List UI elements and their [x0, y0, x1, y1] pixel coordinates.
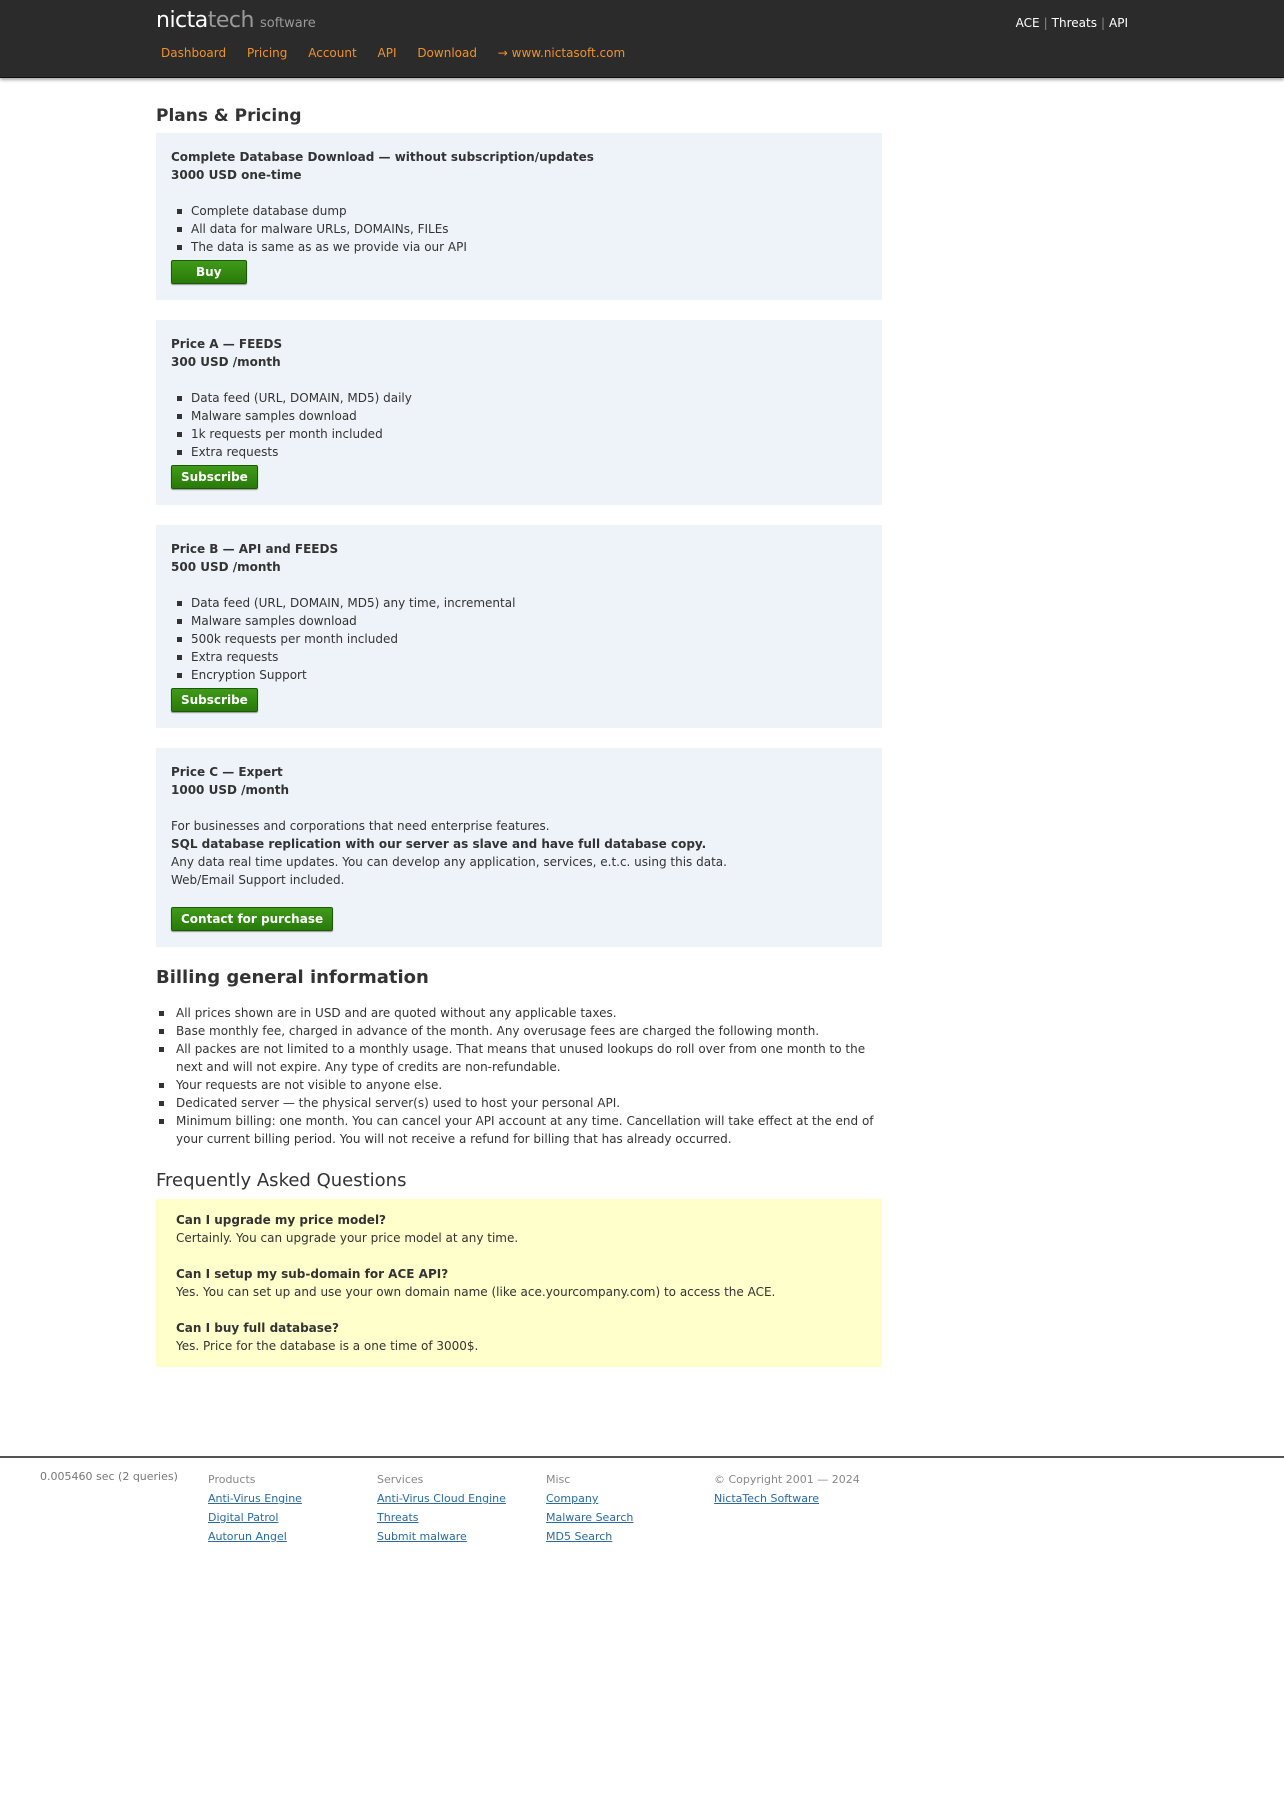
footer-misc	[546, 1470, 633, 1546]
footer-heading: Misc	[546, 1473, 571, 1486]
plan-database-download	[156, 133, 882, 300]
contact-purchase-button[interactable]: Contact for purchase	[171, 907, 333, 931]
plan-title: Price B — API and FEEDS	[171, 542, 339, 556]
faq-title: Frequently Asked Questions	[156, 1170, 407, 1191]
nav-dashboard[interactable]: Dashboard	[161, 46, 227, 60]
footer-link-submit-malware[interactable]: Submit malware	[377, 1530, 467, 1543]
list-item: Encryption Support	[177, 666, 867, 684]
faq-answer: Yes. You can set up and use your own domain name (like ace.yourcompany.com) to access the ACE.	[176, 1285, 776, 1299]
page-timing: 0.005460 sec (2 queries)	[40, 1470, 178, 1483]
plan-description: Any data real time updates. You can develop any application, services, e.t.c. using this data.	[171, 855, 727, 869]
footer-link-antivirus-engine[interactable]: Anti-Virus Engine	[208, 1492, 302, 1505]
top-link-api[interactable]: API	[1109, 16, 1128, 30]
list-item: Base monthly fee, charged in advance of the month. Any overusage fees are charged the following month.	[159, 1022, 882, 1040]
list-item: Data feed (URL, DOMAIN, MD5) daily	[177, 389, 867, 407]
top-link-threats[interactable]: Threats	[1051, 16, 1097, 30]
buy-button[interactable]: Buy	[171, 260, 247, 284]
list-item: Malware samples download	[177, 407, 867, 425]
list-item: Extra requests	[177, 648, 867, 666]
footer-link-malware-search[interactable]: Malware Search	[546, 1511, 634, 1524]
plan-price-a	[156, 320, 882, 505]
footer	[0, 1456, 1284, 1543]
footer-link-company[interactable]: Company	[546, 1492, 599, 1505]
logo-tech: tech	[207, 8, 254, 33]
copyright-text: © Copyright 2001 — 2024	[714, 1473, 860, 1486]
subscribe-b-button[interactable]: Subscribe	[171, 688, 258, 712]
footer-link-nictatech[interactable]: NictaTech Software	[714, 1492, 820, 1505]
footer-link-threats[interactable]: Threats	[377, 1511, 419, 1524]
plan-price: 3000 USD one-time	[171, 168, 302, 182]
plan-price: 300 USD /month	[171, 355, 281, 369]
footer-link-cloud-engine[interactable]: Anti-Virus Cloud Engine	[377, 1492, 506, 1505]
logo-software: software	[259, 16, 316, 31]
logo[interactable]	[156, 8, 316, 33]
top-bar	[0, 0, 1284, 78]
main-content	[156, 106, 882, 1367]
faq-answer: Certainly. You can upgrade your price model at any time.	[176, 1231, 519, 1245]
plan-title: Price A — FEEDS	[171, 337, 283, 351]
faq-question: Can I buy full database?	[176, 1321, 340, 1335]
footer-link-autorun-angel[interactable]: Autorun Angel	[208, 1530, 287, 1543]
separator: |	[1100, 16, 1106, 30]
plan-price-c	[156, 748, 882, 947]
nav-nictasoft-site[interactable]: → www.nictasoft.com	[497, 46, 626, 60]
plan-features	[177, 594, 867, 684]
footer-copyright	[714, 1470, 860, 1508]
billing-list	[159, 1004, 882, 1148]
main-nav	[161, 46, 642, 60]
plan-description: Web/Email Support included.	[171, 873, 345, 887]
plan-description: For businesses and corporations that need enterprise features.	[171, 819, 550, 833]
top-links	[1016, 16, 1128, 30]
subscribe-a-button[interactable]: Subscribe	[171, 465, 258, 489]
top-link-ace[interactable]: ACE	[1015, 16, 1040, 30]
nav-pricing[interactable]: Pricing	[246, 46, 288, 60]
plan-title: Complete Database Download — without subscription/updates	[171, 150, 594, 164]
list-item: 1k requests per month included	[177, 425, 867, 443]
page-title: Plans & Pricing	[156, 106, 302, 126]
plan-title: Price C — Expert	[171, 765, 283, 779]
footer-services	[377, 1470, 506, 1546]
footer-link-digital-patrol[interactable]: Digital Patrol	[208, 1511, 279, 1524]
nav-api[interactable]: API	[377, 46, 397, 60]
logo-nicta: nicta	[156, 8, 208, 33]
plan-features	[177, 389, 867, 461]
plan-price: 500 USD /month	[171, 560, 281, 574]
separator: |	[1043, 16, 1048, 30]
list-item: Complete database dump	[177, 202, 867, 220]
list-item: Extra requests	[177, 443, 867, 461]
list-item: Data feed (URL, DOMAIN, MD5) any time, incremental	[177, 594, 867, 612]
list-item: 500k requests per month included	[177, 630, 867, 648]
list-item: All data for malware URLs, DOMAINs, FILEs	[177, 220, 867, 238]
list-item: Minimum billing: one month. You can cancel your API account at any time. Cancellation will take effect at the end of your current billing period. You will not receive a refund for billing that has already occurred.	[159, 1112, 882, 1148]
list-item: All packes are not limited to a monthly usage. That means that unused lookups do roll over from one month to the next and will not expire. Any type of credits are non-refundable.	[159, 1040, 882, 1076]
billing-title: Billing general information	[156, 967, 429, 988]
nav-download[interactable]: Download	[417, 46, 477, 60]
faq-question: Can I upgrade my price model?	[176, 1213, 387, 1227]
list-item: Dedicated server — the physical server(s) used to host your personal API.	[159, 1094, 882, 1112]
plan-price-b	[156, 525, 882, 728]
faq-answer: Yes. Price for the database is a one time of 3000$.	[176, 1339, 479, 1353]
plan-price: 1000 USD /month	[171, 783, 290, 797]
plan-description-bold: SQL database replication with our server as slave and have full database copy.	[171, 837, 707, 851]
footer-heading: Services	[377, 1473, 424, 1486]
footer-heading: Products	[208, 1473, 256, 1486]
plan-features	[177, 202, 867, 256]
faq-question: Can I setup my sub-domain for ACE API?	[176, 1267, 449, 1281]
list-item: The data is same as as we provide via our API	[177, 238, 867, 256]
list-item: All prices shown are in USD and are quoted without any applicable taxes.	[159, 1004, 882, 1022]
billing-info	[156, 1004, 882, 1148]
faq-box	[156, 1199, 882, 1367]
list-item: Your requests are not visible to anyone else.	[159, 1076, 882, 1094]
nav-account[interactable]: Account	[308, 46, 357, 60]
footer-products	[208, 1470, 302, 1546]
footer-link-md5-search[interactable]: MD5 Search	[546, 1530, 613, 1543]
list-item: Malware samples download	[177, 612, 867, 630]
